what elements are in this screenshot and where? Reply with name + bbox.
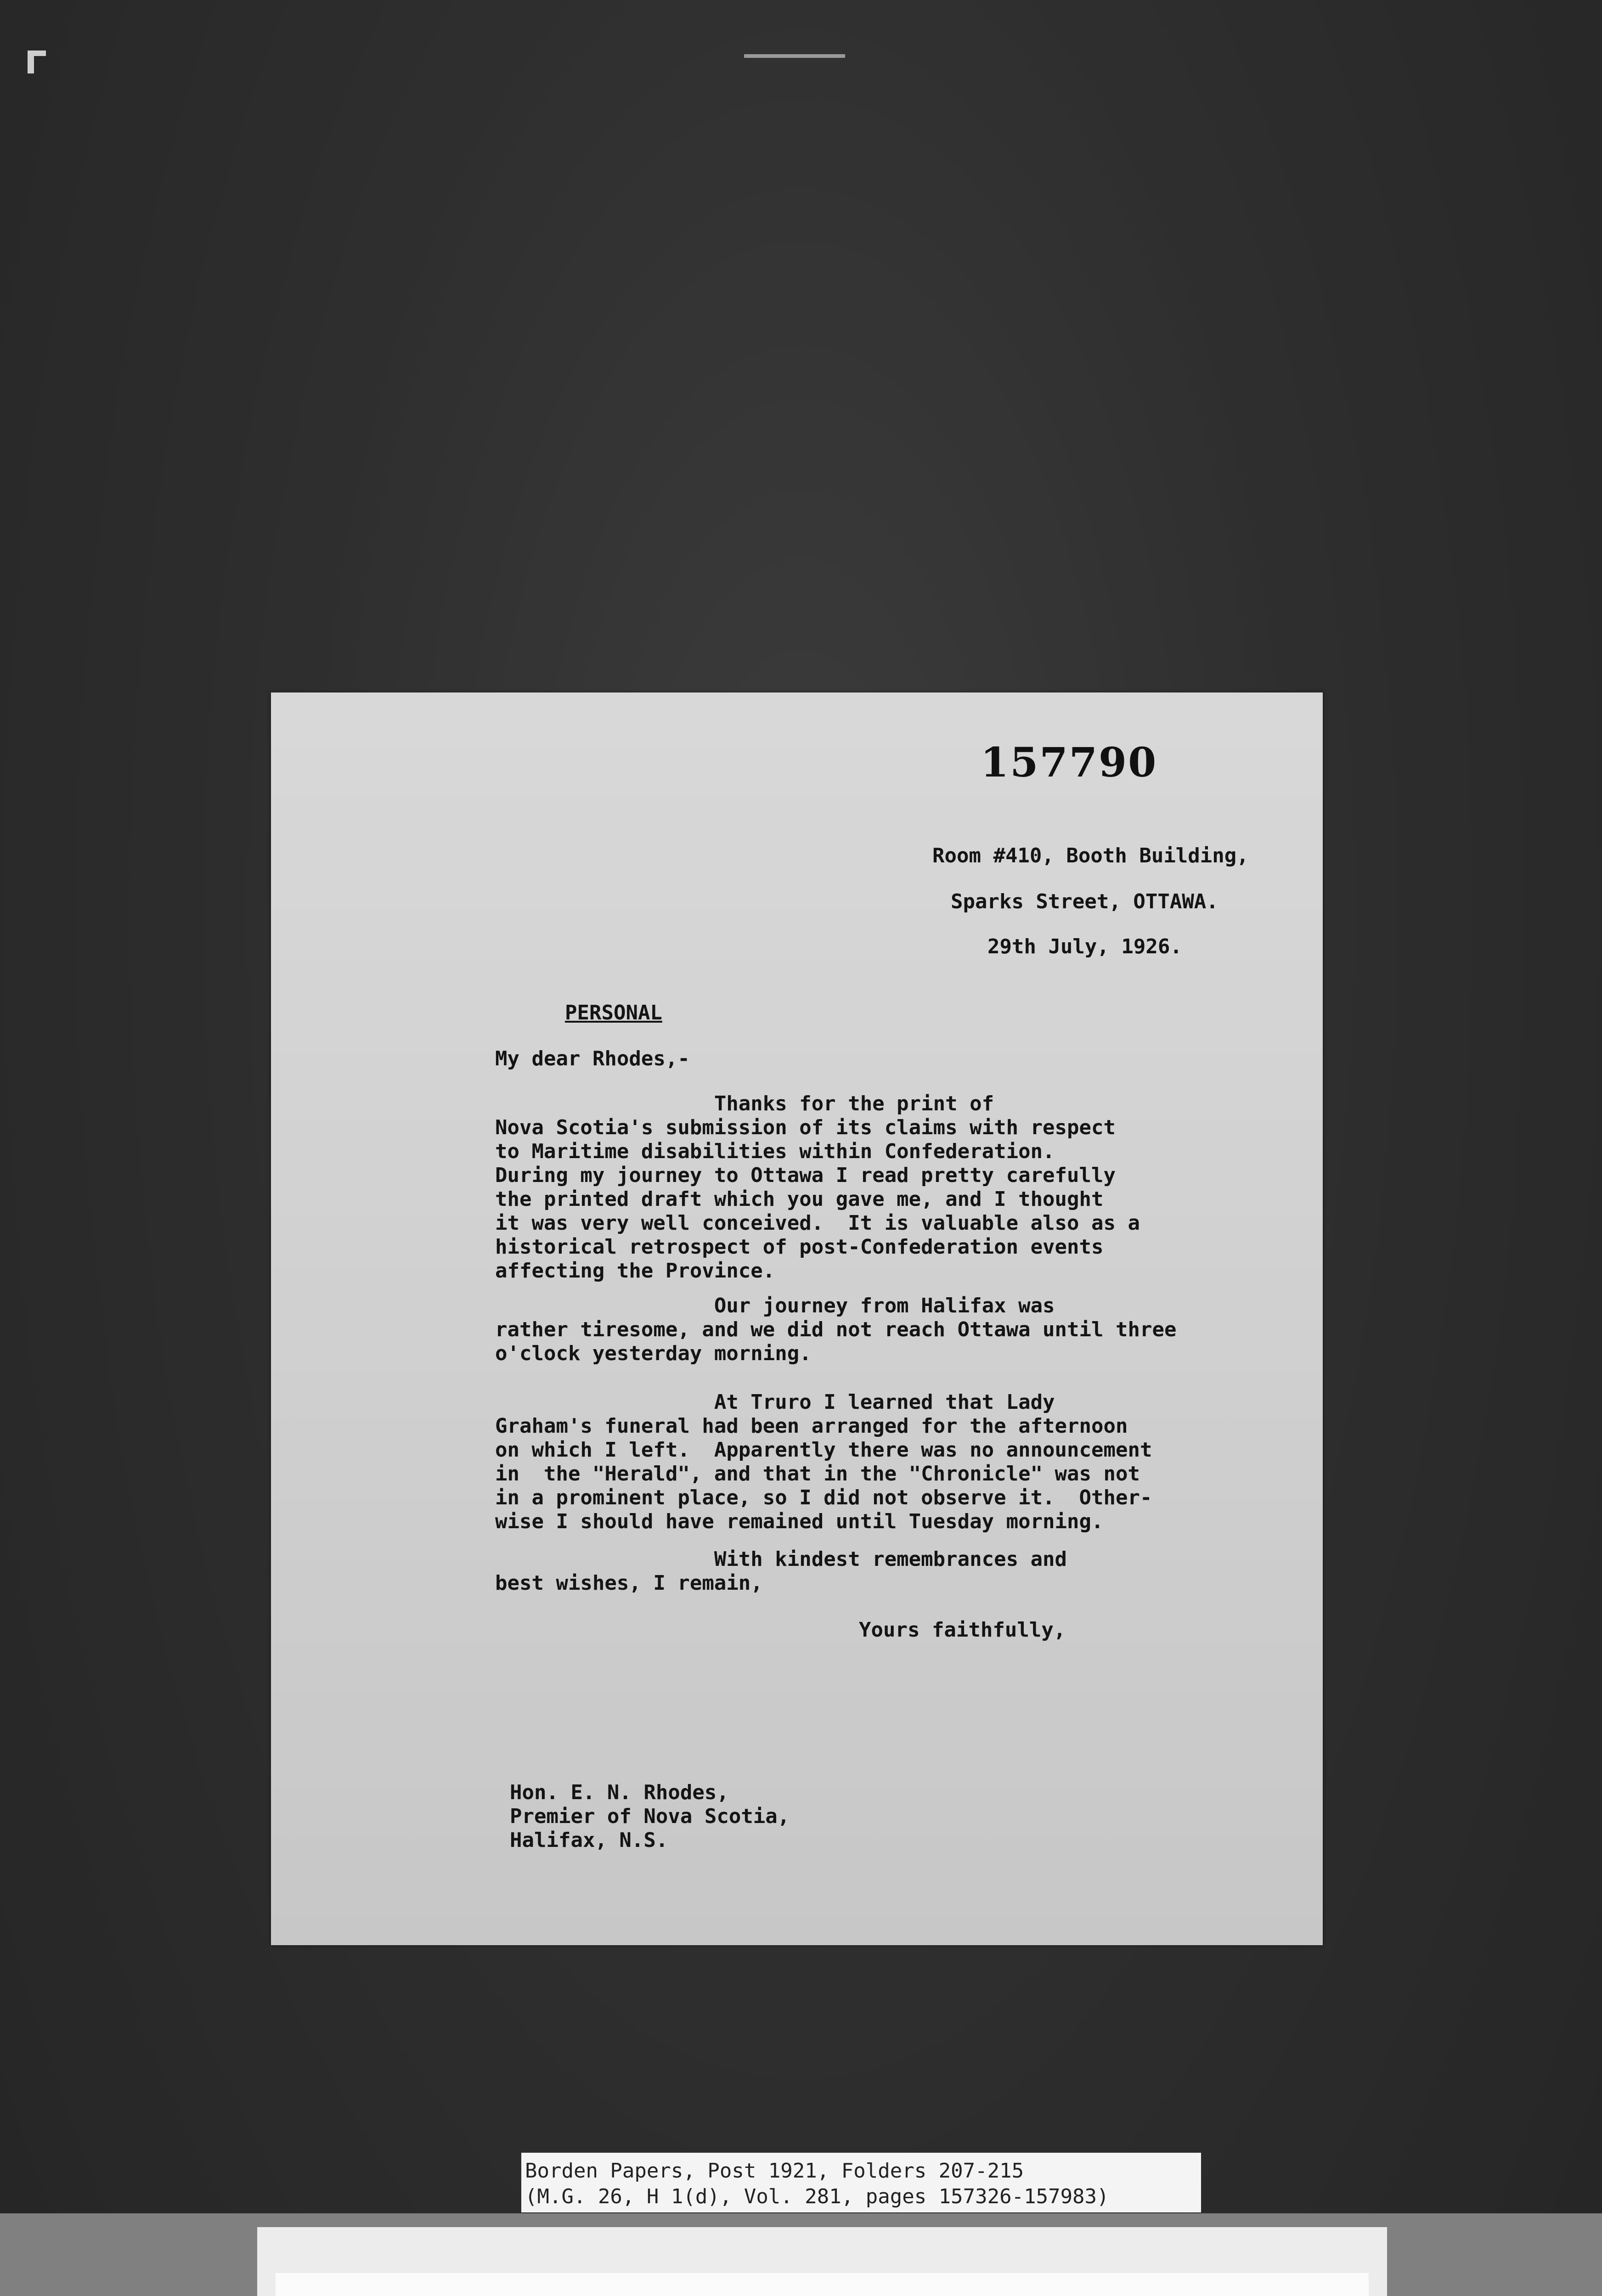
archives-label xyxy=(257,2227,1387,2296)
letter-page xyxy=(271,692,1323,1945)
archives-label-inner xyxy=(276,2273,1369,2296)
paragraph-1: Thanks for the print of Nova Scotia's submission of its claims with respect to Maritime disabilities within Confederation. During my journey to Ottawa I read pretty carefully the printed draft which you gave me, and I thought it was very well conceived. It is valuable also as a historical retrospect of post-Confederation events affecting the Province. xyxy=(495,1092,1140,1283)
recipient-line-2: Premier of Nova Scotia, xyxy=(510,1805,790,1828)
personal-marking: PERSONAL xyxy=(565,1001,662,1024)
salutation: My dear Rhodes,- xyxy=(495,1047,690,1070)
document-number: 157790 xyxy=(981,738,1158,786)
recipient-line-3: Halifax, N.S. xyxy=(510,1829,668,1852)
paragraph-4: With kindest remembrances and best wishes, I remain, xyxy=(495,1548,1067,1595)
recipient-line-1: Hon. E. N. Rhodes, xyxy=(510,1781,729,1804)
letter-date: 29th July, 1926. xyxy=(987,935,1182,958)
paragraph-3: At Truro I learned that Lady Graham's funeral had been arranged for the afternoon on which I left. Apparently there was no announcement in the "Herald", and that in the "Chronicle" was not in a prominent place, so I did not observe it. Other- wise I should have remained until Tuesday morning. xyxy=(495,1390,1152,1533)
paragraph-2: Our journey from Halifax was rather tiresome, and we did not reach Ottawa until three o'clock yesterday morning. xyxy=(495,1294,1177,1365)
top-rule xyxy=(744,54,845,58)
address-line-2: Sparks Street, OTTAWA. xyxy=(951,890,1218,913)
crop-corner-mark xyxy=(28,51,34,73)
archive-citation xyxy=(521,2153,1201,2212)
closing: Yours faithfully, xyxy=(859,1618,1066,1642)
address-line-1: Room #410, Booth Building, xyxy=(932,844,1249,867)
citation-line-2: (M.G. 26, H 1(d), Vol. 281, pages 157326-157983) xyxy=(525,2185,1109,2208)
citation-line-1: Borden Papers, Post 1921, Folders 207-215 xyxy=(525,2159,1024,2183)
